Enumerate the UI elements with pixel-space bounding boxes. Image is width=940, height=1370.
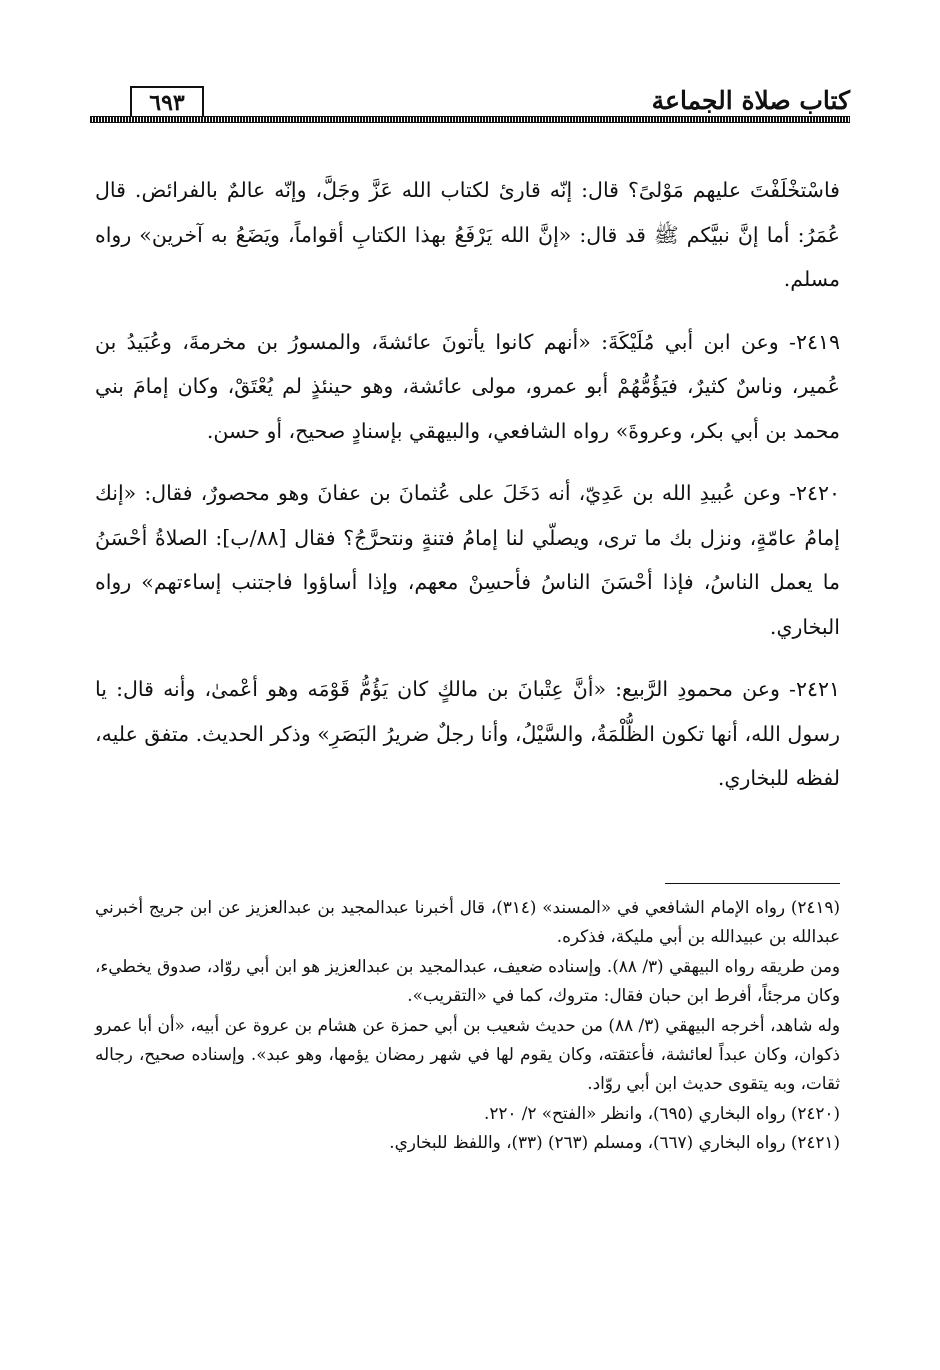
footnotes	[95, 893, 840, 1158]
header-rule	[90, 116, 850, 123]
footnote-2419-cont: ومن طريقه رواه البيهقي (٣/ ٨٨). وإسناده ضعيف، عبدالمجيد بن عبدالعزيز هو ابن أبي روّاد، صدوق يخطيء، وكان مرجئاً، أفرط ابن حبان فقال: متروك، كما في «التقريب».	[95, 955, 840, 1006]
paragraph-continuation: فاسْتخْلَفْتَ عليهم مَوْلىً؟ قال: إنّه قارئ لكتاب الله عَزَّ وجَلَّ، وإنّه عالمٌ بالفرائض. قال عُمَرُ: أما إنَّ نبيَّكم ﷺ قد قال: «إنَّ الله يَرْفَعُ بهذا الكتابِ أقواماً، ويَضَعُ به آخرين» رواه مسلم.	[95, 178, 840, 291]
footnote-2420: (٢٤٢٠) رواه البخاري (٦٩٥)، وانظر «الفتح» ٢/ ٢٢٠.	[484, 1102, 840, 1123]
footnote-2421: (٢٤٢١) رواه البخاري (٦٦٧)، ومسلم (٢٦٣) (٣٣)، واللفظ للبخاري.	[389, 1132, 840, 1153]
paragraph-2421: ٢٤٢١- وعن محمودِ الرَّبيع: «أنَّ عِتْبانَ بن مالكٍ كان يَؤُمُّ قَوْمَه وهو أعْمىٰ، وأنه قال: يا رسول الله، أنها تكون الظُّلْمَةُ، والسَّيْلُ، وأنا رجلٌ ضريرُ البَصَرِ» وذكر الحديث. متفق عليه، لفظه للبخاري.	[95, 677, 840, 790]
page-header	[90, 82, 850, 132]
running-title: كتاب صلاة الجماعة	[651, 86, 850, 115]
paragraph-2419: ٢٤١٩- وعن ابن أبي مُلَيْكَةَ: «أنهم كانوا يأتونَ عائشةَ، والمسورُ بن مخرمةَ، وعُبَيدُ بن عُمير، وناسٌ كثيرٌ، فيَؤُمُّهُمْ أبو عمرو، مولى عائشة، وهو حينئذٍ لم يُعْتَقْ، وكان إمامَ بني محمد بن أبي بكر، وعروةَ» رواه الشافعي، والبيهقي بإسنادٍ صحيح، أو حسن.	[95, 329, 840, 443]
footnote-separator	[665, 883, 840, 884]
footnote-2419-witness: وله شاهد، أخرجه البيهقي (٣/ ٨٨) من حديث شعيب بن أبي حمزة عن هشام بن عروة عن أبيه، «أن أبا عمرو ذكوان، وكان عبداً لعائشة، فأعتقته، وكان يقوم لها في شهر رمضان يؤمها، وهو عبد». وإسناده صحيح، رجاله ثقات، وبه يتقوى حديث ابن أبي روّاد.	[95, 1014, 840, 1094]
paragraph-2420: ٢٤٢٠- وعن عُبيدِ الله بن عَدِيّ، أنه دَخَلَ على عُثمانَ بن عفانَ وهو محصورٌ، فقال: «إنك إمامُ عامّةٍ، ونزل بك ما ترى، ويصلّي لنا إمامُ فتنةٍ ونتحرَّجُ؟ فقال [٨٨/ب]: الصلاةُ أحْسَنُ ما يعمل الناسُ، فإذا أحْسَنَ الناسُ فأحسِنْ معهم، وإذا أساؤوا فاجتنب إساءتهم» رواه البخاري.	[95, 481, 840, 639]
main-text	[95, 168, 840, 801]
page-number: ٦٩٣	[130, 86, 204, 118]
footnote-2419: (٢٤١٩) رواه الإمام الشافعي في «المسند» (٣١٤)، قال أخبرنا عبدالمجيد بن عبدالعزيز عن ابن جريج أخبرني عبدالله بن عبيدالله بن أبي مليكة، فذكره.	[95, 897, 840, 947]
